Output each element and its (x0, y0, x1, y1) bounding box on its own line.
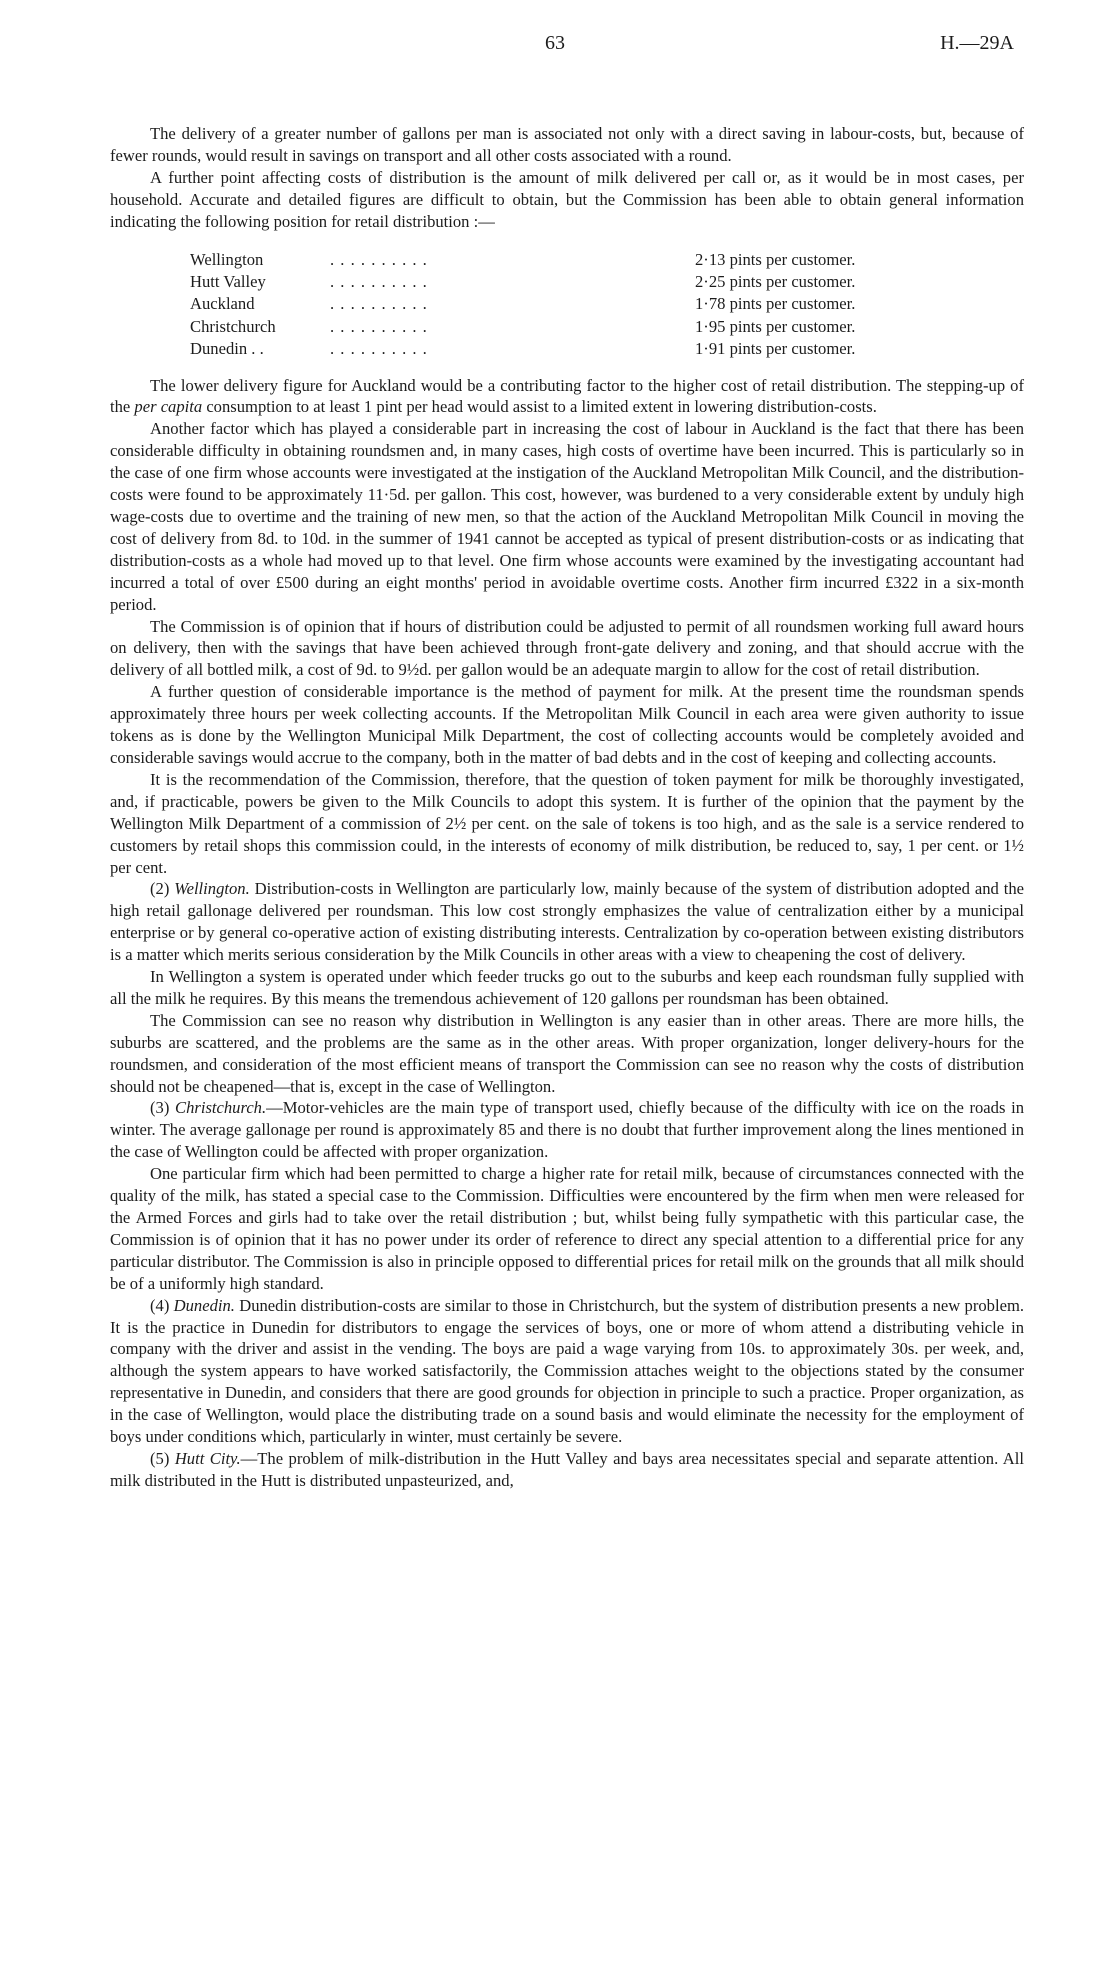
paragraph: The delivery of a greater number of gallons per man is associated not only with a direct saving in labour-costs, but, because of fewer rounds, would result in savings on transport and all other costs associated with a round. (110, 124, 1024, 165)
paragraph (110, 1295, 1024, 1448)
section-heading-christchurch: Christchurch. (175, 1098, 267, 1118)
table-row (190, 249, 855, 271)
delivery-per-customer-table (190, 249, 855, 361)
text-run: Another factor which has played a considerable part in increasing the cost of labour in Auckland is the fact that there has been considerable difficulty in obtaining roundsmen and, in many cases, high costs of overtime have been incurred. This is particularly so in the case of one firm whose accounts were investigated at the instigation of the Auckland Metropolitan Milk Council, and the distribution-costs were found to be approximately 11·5d. per gallon. This cost, however, was burdened to a very considerable extent by unduly high wage-costs due to overtime and the training of new men, so that the action of the Auckland Metropolitan Milk Council in moving the cost of delivery from 8d. to 10d. in the summer of 1941 cannot be accepted as typical of present distribution-costs or as indicating that distribution-costs as a whole had moved up to that level. One firm whose accounts were examined by the investigating accountant had incurred a total of over £500 during an eight months' period in avoidable overtime costs. Another firm incurred £322 in a six-month period. (110, 419, 1024, 614)
paragraph (110, 1010, 1024, 1098)
text-run: The lower delivery figure for Auckland would be a contributing factor to the higher cost of retail distribution. The stepping-up of the (110, 375, 1024, 417)
paragraph: A further point affecting costs of distribution is the amount of milk delivered per call or, as it would be in most cases, per household. Accurate and detailed figures are difficult to obtain, but the Commission has been able to obtain general information indicating the following position for retail distribution :— (110, 167, 1024, 231)
text-run: —The problem of milk-distribution in the Hutt Valley and bays area necessitates special and separate attention. All milk distributed in the Hutt is distributed unpasteurized, and, (110, 1448, 1024, 1490)
paragraph (110, 878, 1024, 966)
text-run: (5) (150, 1448, 175, 1468)
text-run: —Motor-vehicles are the main type of transport used, chiefly because of the difficulty with ice on the roads in winter. The average gallonage per round is approximately 85 and there is no doubt that further improvement along the lines mentioned in the case of Wellington could be affected with proper organization. (110, 1098, 1024, 1162)
city-name: Auckland (190, 294, 255, 314)
text-run: It is the recommendation of the Commission, therefore, that the question of token payment for milk be thoroughly investigated, and, if practicable, powers be given to the Milk Councils to adopt this system. It is further of the opinion that the payment by the Wellington Milk Department of a commission of 2½ per cent. on the sale of tokens is too high, and as the sale is a service rendered to customers by retail shops this commission could, in the interests of economy of milk distribution, be reduced to, say, 1 per cent. or 1½ per cent. (110, 769, 1024, 877)
section-heading-wellington: Wellington. (174, 879, 250, 899)
section-heading-hutt-city: Hutt City. (174, 1448, 241, 1468)
paragraph (110, 418, 1024, 615)
body-text (110, 123, 1024, 1492)
leader-dots: . . . . . . . . . . (330, 271, 428, 291)
city-name: Hutt Valley (190, 271, 266, 291)
document-reference: H.—29A (940, 32, 1014, 54)
pints-value: 2·13 pints per customer. (695, 249, 856, 269)
pints-value: 2·25 pints per customer. (695, 271, 856, 291)
paragraph (110, 1448, 1024, 1492)
pints-value: 1·91 pints per customer. (695, 339, 856, 359)
text-run: Dunedin distribution-costs are similar to those in Christchurch, but the system of distribution presents a new problem. It is the practice in Dunedin for distributors to engage the services of boys, one or more of whom attend a distributing vehicle in company with the driver and assist in the vending. The boys are paid a wage varying from 10s. to approximately 30s. per week, and, although the system appears to have worked satisfactorily, the Commission attaches weight to the objections stated by the consumer representative in Dunedin, and considers that there are good grounds for objection in principle to such a practice. Proper organization, as in the case of Wellington, would place the distributing trade on a sound basis and would eliminate the necessity for the employment of boys under conditions which, particularly in winter, must certainly be severe. (110, 1295, 1024, 1447)
city-name: Dunedin . . (190, 339, 264, 359)
table-row (190, 271, 855, 293)
table-row (190, 338, 855, 360)
paragraph (110, 616, 1024, 682)
text-run: consumption to at least 1 pint per head would assist to a limited extent in lowering distribution-costs. (202, 397, 877, 417)
paragraph (110, 681, 1024, 769)
text-run: The Commission is of opinion that if hours of distribution could be adjusted to permit of all roundsmen working full award hours on delivery, then with the savings that have been achieved through front-gate delivery and zoning, and that should accrue with the delivery of all bottled milk, a cost of 9d. to 9½d. per gallon would be an adequate margin to allow for the cost of retail distribution. (110, 616, 1024, 680)
paragraph (110, 1163, 1024, 1294)
page-number: 63 (545, 32, 565, 54)
table-row (190, 316, 855, 338)
text-run: In Wellington a system is operated under which feeder trucks go out to the suburbs and keep each roundsman fully supplied with all the milk he requires. By this means the tremendous achievement of 120 gallons per roundsman has been obtained. (110, 967, 1024, 1008)
text-run: (3) (150, 1098, 176, 1118)
paragraph (110, 966, 1024, 1010)
text-run: A further question of considerable importance is the method of payment for milk. At the present time the roundsman spends approximately three hours per week collecting accounts. If the Metropolitan Milk Council in each area were given authority to issue tokens as is done by the Wellington Municipal Milk Department, the cost of collecting accounts would be completely avoided and considerable savings would accrue to the company, both in the matter of bad debts and in the cost of keeping and collecting accounts. (110, 682, 1024, 767)
pints-value: 1·78 pints per customer. (695, 294, 856, 314)
text-run: The Commission can see no reason why distribution in Wellington is any easier than in other areas. There are more hills, the suburbs are scattered, and the problems are the same as in the other areas. With proper organization, longer delivery-hours for the roundsmen, and consideration of the most efficient means of transport the Commission can see no reason why the costs of distribution should not be cheapened—that is, except in the case of Wellington. (110, 1010, 1024, 1096)
text-run: One particular firm which had been permitted to charge a higher rate for retail milk, because of circumstances connected with the quality of the milk, has stated a special case to the Commission. Difficulties were encountered by the firm when men were released for the Armed Forces and girls had to take over the retail distribution ; but, whilst being fully sympathetic with this particular case, the Commission is of opinion that it has no power under its order of reference to direct any special attention to a differential price for any particular distributor. The Commission is also in principle opposed to differential prices for retail milk on the grounds that all milk should be of a uniformly high standard. (110, 1164, 1024, 1293)
text-run: (4) (150, 1295, 174, 1315)
text-run: (2) (150, 879, 175, 899)
city-name: Christchurch (190, 316, 276, 336)
leader-dots: . . . . . . . . . . (330, 339, 428, 359)
table-row (190, 293, 855, 315)
text-run: Distribution-costs in Wellington are particularly low, mainly because of the system of distribution adopted and the high retail gallonage delivered per roundsman. This low cost strongly emphasizes the value of centralization either by a municipal enterprise or by general co-operative action of existing distributing interests. Centralization by co-operation between existing distributors is a matter which merits serious consideration by the Milk Councils in other areas with a view to cheapening the cost of delivery. (110, 879, 1025, 965)
leader-dots: . . . . . . . . . . (330, 249, 428, 269)
leader-dots: . . . . . . . . . . (330, 294, 428, 314)
paragraph (110, 1097, 1024, 1163)
italic-term: per capita (134, 397, 203, 417)
page-header (0, 24, 1114, 54)
paragraph (110, 769, 1024, 879)
city-name: Wellington (190, 249, 264, 269)
paragraph (110, 375, 1024, 419)
section-heading-dunedin: Dunedin. (173, 1295, 235, 1315)
leader-dots: . . . . . . . . . . (330, 316, 428, 336)
pints-value: 1·95 pints per customer. (695, 316, 856, 336)
